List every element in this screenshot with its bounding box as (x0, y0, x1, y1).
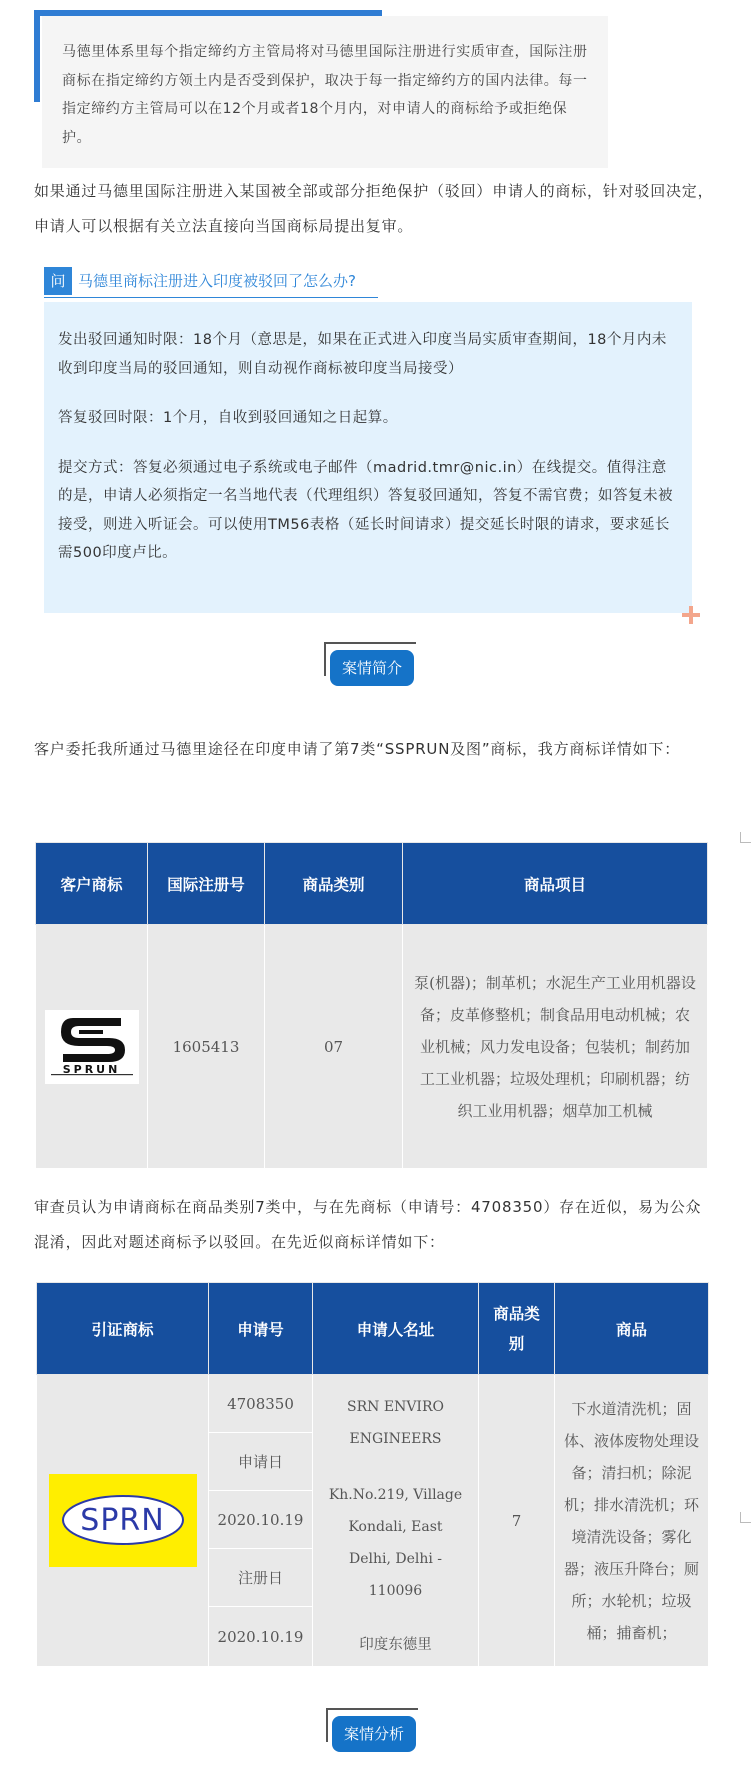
header-goods-items: 商品项目 (403, 843, 708, 925)
app-date-label: 申请日 (209, 1433, 313, 1491)
applicant-address-1: Kh.No.219, Village (328, 1487, 463, 1503)
question-title: 马德里商标注册进入印度被驳回了怎么办? (78, 272, 356, 290)
applicant-cell (313, 1375, 479, 1667)
goods-class-value: 07 (265, 925, 403, 1169)
header-goods: 商品 (555, 1283, 709, 1375)
app-date-value: 2020.10.19 (209, 1491, 313, 1549)
sprun-logo (45, 1010, 139, 1084)
applicant-address-3: Delhi, Delhi - (348, 1551, 443, 1567)
cited-app-no: 4708350 (209, 1375, 313, 1433)
paragraph-review: 如果通过马德里国际注册进入某国被全部或部分拒绝保护（驳回）申请人的商标，针对驳回决定，申请人可以根据有关立法直接向当国商标局提出复审。 (34, 182, 714, 235)
case-analysis-label: 案情分析 (332, 1716, 416, 1752)
header-class: 商品类别 (479, 1283, 555, 1375)
header-cited-mark: 引证商标 (37, 1283, 209, 1375)
corner-mark (740, 832, 751, 843)
section-frame-horizontal (324, 642, 416, 644)
intro-accent-bar-left (34, 10, 40, 102)
cited-logo-cell (37, 1375, 209, 1667)
paragraph-client: 客户委托我所通过马德里途径在印度申请了第7类“SSPRUN及图”商标，我方商标详情如下： (34, 740, 680, 758)
section-frame-horizontal (326, 1708, 418, 1710)
question-badge: 问 (44, 267, 72, 295)
answer-item-notice-period: 发出驳回通知时限：18个月（意思是，如果在正式进入印度当局实质审查期间，18个月内未收到印度当局的驳回通知，则自动视作商标被印度当局接受） (58, 332, 667, 377)
section-frame-vertical (324, 642, 326, 676)
question-underline (44, 297, 378, 298)
sprun-logo-text: SPRUN (62, 1062, 121, 1076)
cited-goods: 下水道清洗机；固体、液体废物处理设备；清扫机；除泥机；排水清洗机；环境清洗设备；雾化器；液压升降台；厕所；水轮机；垃圾桶；捕畜机； (555, 1375, 709, 1667)
sprn-logo (49, 1474, 197, 1567)
plus-icon (680, 604, 702, 626)
section-heading-case-summary (324, 642, 420, 692)
header-app-no: 申请号 (209, 1283, 313, 1375)
header-client-mark: 客户商标 (36, 843, 148, 925)
section-frame-vertical (326, 1708, 328, 1742)
client-logo-cell (36, 925, 148, 1169)
reg-date-label: 注册日 (209, 1549, 313, 1607)
intro-text: 马德里体系里每个指定缔约方主管局将对马德里国际注册进行实质审查，国际注册商标在指定缔约方领土内是否受到保护，取决于每一指定缔约方的国内法律。每一指定缔约方主管局可以在12个月或者18个月内，对申请人的商标给予或拒绝保护。 (42, 16, 608, 168)
goods-items-value: 泵(机器)；制革机；水泥生产工业用机器设备；皮革修整机；制食品用电动机械；农业机械；风力发电设备；包装机；制药加工工业机器；垃圾处理机；印刷机器；纺织工业用机器；烟草加工机械 (403, 925, 708, 1169)
applicant-address-2: Kondali, East (348, 1519, 443, 1535)
section-heading-case-analysis (326, 1708, 422, 1758)
client-mark-table (35, 842, 708, 1169)
applicant-name: SRN ENVIRO ENGINEERS (347, 1399, 444, 1447)
answer-item-submission: 提交方式：答复必须通过电子系统或电子邮件（madrid.tmr@nic.in）在线提交。值得注意的是，申请人必须指定一名当地代表（代理组织）答复驳回通知，答复不需官费；如答复未被接受，则进入听证会。可以使用TM56表格（延长时间请求）提交延长时限的请求，要求延长需500印度卢比。 (58, 459, 673, 561)
cited-class: 7 (479, 1375, 555, 1667)
header-applicant: 申请人名址 (313, 1283, 479, 1375)
reg-date-value: 2020.10.19 (209, 1607, 313, 1667)
applicant-country: 印度东德里 (359, 1637, 432, 1653)
answer-item-reply-period: 答复驳回时限：1个月，自收到驳回通知之日起算。 (58, 410, 398, 426)
sprn-logo-text: SPRN (80, 1503, 165, 1538)
case-summary-label: 案情简介 (330, 650, 414, 686)
intl-reg-no-value: 1605413 (148, 925, 265, 1169)
cited-mark-table (36, 1282, 709, 1667)
header-goods-class: 商品类别 (265, 843, 403, 925)
header-intl-reg-no: 国际注册号 (148, 843, 265, 925)
paragraph-examiner: 审查员认为申请商标在商品类别7类中，与在先商标（申请号：4708350）存在近似，易为公众混淆，因此对题述商标予以驳回。在先近似商标详情如下： (34, 1198, 702, 1251)
applicant-address-4: 110096 (368, 1583, 423, 1599)
corner-mark-2 (740, 1512, 751, 1523)
question-answer-box (44, 302, 692, 613)
